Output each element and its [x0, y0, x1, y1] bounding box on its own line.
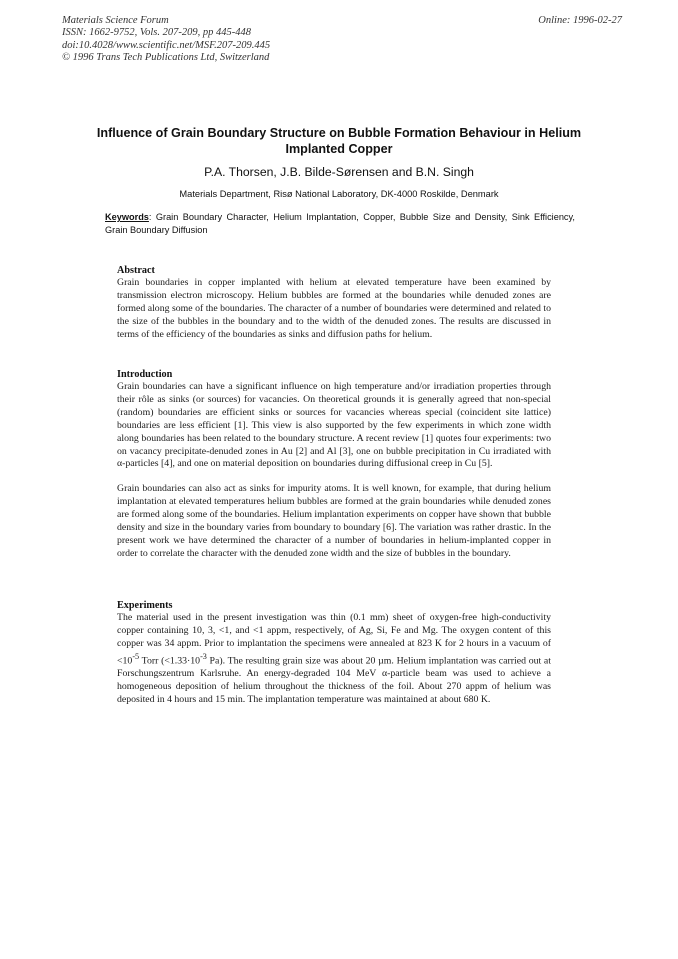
experiments-text-a: The material used in the present investigation was thin (0.1 mm) sheet of oxygen-free high-conductivity copper containing 10, 3, <1, and <1 appm, respectively, of Ag, Si, Fe and Mg. The oxygen content of this copper was 34 appm. Prior to implantation the specimens were annealed at 823 K for 2 hours in a vacuum of <10: [117, 612, 551, 666]
keywords-label: Keywords: [105, 212, 149, 222]
affiliation: Materials Department, Risø National Laboratory, DK-4000 Roskilde, Denmark: [179, 189, 499, 199]
introduction-paragraph-1: Grain boundaries can have a significant influence on high temperature and/or irradiation properties through their rôle as sinks (or sources) for vacancies. On theoretical grounds it is generally agreed that non-special (random) boundaries are efficient sinks or sources for vacancies whereas special (coincident site lattice) boundaries are less efficient [1]. This view is also supported by the few experiments in which zone width along boundaries has been related to the boundary structure. A recent review [1] quotes four experiments: two on vacancy precipitate-denuded zones in Au [2] and Al [3], one on bubble precipitation in Cu irradiated with α-particles [4], and one on material deposition on boundaries during diffusional creep in Cu [5].: [117, 381, 551, 470]
issn-line: ISSN: 1662-9752, Vols. 207-209, pp 445-448: [62, 27, 251, 39]
experiments-section: [117, 599, 551, 707]
introduction-section: [117, 368, 551, 561]
doi-line: doi:10.4028/www.scientific.net/MSF.207-209.445: [62, 39, 271, 51]
experiments-paragraph: [117, 612, 551, 707]
experiments-text-b: Torr (<1.33·10: [139, 654, 201, 666]
online-date: Online: 1996-02-27: [538, 15, 622, 26]
citation-block: [62, 15, 270, 64]
paper-title: Influence of Grain Boundary Structure on Bubble Formation Behaviour in Helium Implanted Copper: [96, 126, 582, 156]
experiments-heading: Experiments: [117, 600, 173, 611]
copyright-line: © 1996 Trans Tech Publications Ltd, Switzerland: [62, 51, 270, 63]
keywords-text: : Grain Boundary Character, Helium Implantation, Copper, Bubble Size and Density, Sink Efficiency, Grain Boundary Diffusion: [105, 212, 575, 235]
experiments-text-c: Pa). The resulting grain size was about 20 µm. Helium implantation was carried out at Forschungszentrum Karlsruhe. An energy-degraded 104 MeV α-particle beam was used to achieve a homogeneous deposition of helium throughout the thickness of the foil. About 270 appm of helium was deposited in 4 hours and 15 min. The implantation temperature was maintained at about 680 K.: [117, 654, 551, 705]
abstract-text: Grain boundaries in copper implanted with helium at elevated temperature have been examined by transmission electron microscopy. Helium bubbles are formed at the boundaries while denuded zones are formed along some of the boundaries. The character of a number of boundaries were determined and related to the size of the bubbles in the boundary and to the width of the denuded zones. The results are discussed in terms of the efficiency of the boundaries as sinks and diffusion paths for helium.: [117, 277, 551, 340]
vacuum-exponent-torr: -5: [132, 651, 140, 661]
journal-name: Materials Science Forum: [62, 15, 169, 26]
introduction-paragraph-2: Grain boundaries can also act as sinks for impurity atoms. It is well known, for example, that during helium implantation at elevated temperatures helium bubbles are formed at the grain boundaries while denuded zones are formed along some of the boundaries. Helium implantation experiments on copper have shown that bubble density and size in the boundary varies from boundary to boundary [6]. The variation was rather drastic. In the present work we have determined the character of a number of boundaries in helium-implanted copper in order to correlate the character with the denuded zone width and the size of bubbles in the boundary.: [117, 483, 551, 559]
authors: P.A. Thorsen, J.B. Bilde-Sørensen and B.N. Singh: [204, 165, 474, 179]
introduction-heading: Introduction: [117, 369, 173, 380]
keywords-block: [105, 211, 575, 236]
vacuum-exponent-pa: -3: [200, 651, 207, 661]
abstract-section: [117, 264, 551, 342]
abstract-heading: Abstract: [117, 265, 155, 276]
